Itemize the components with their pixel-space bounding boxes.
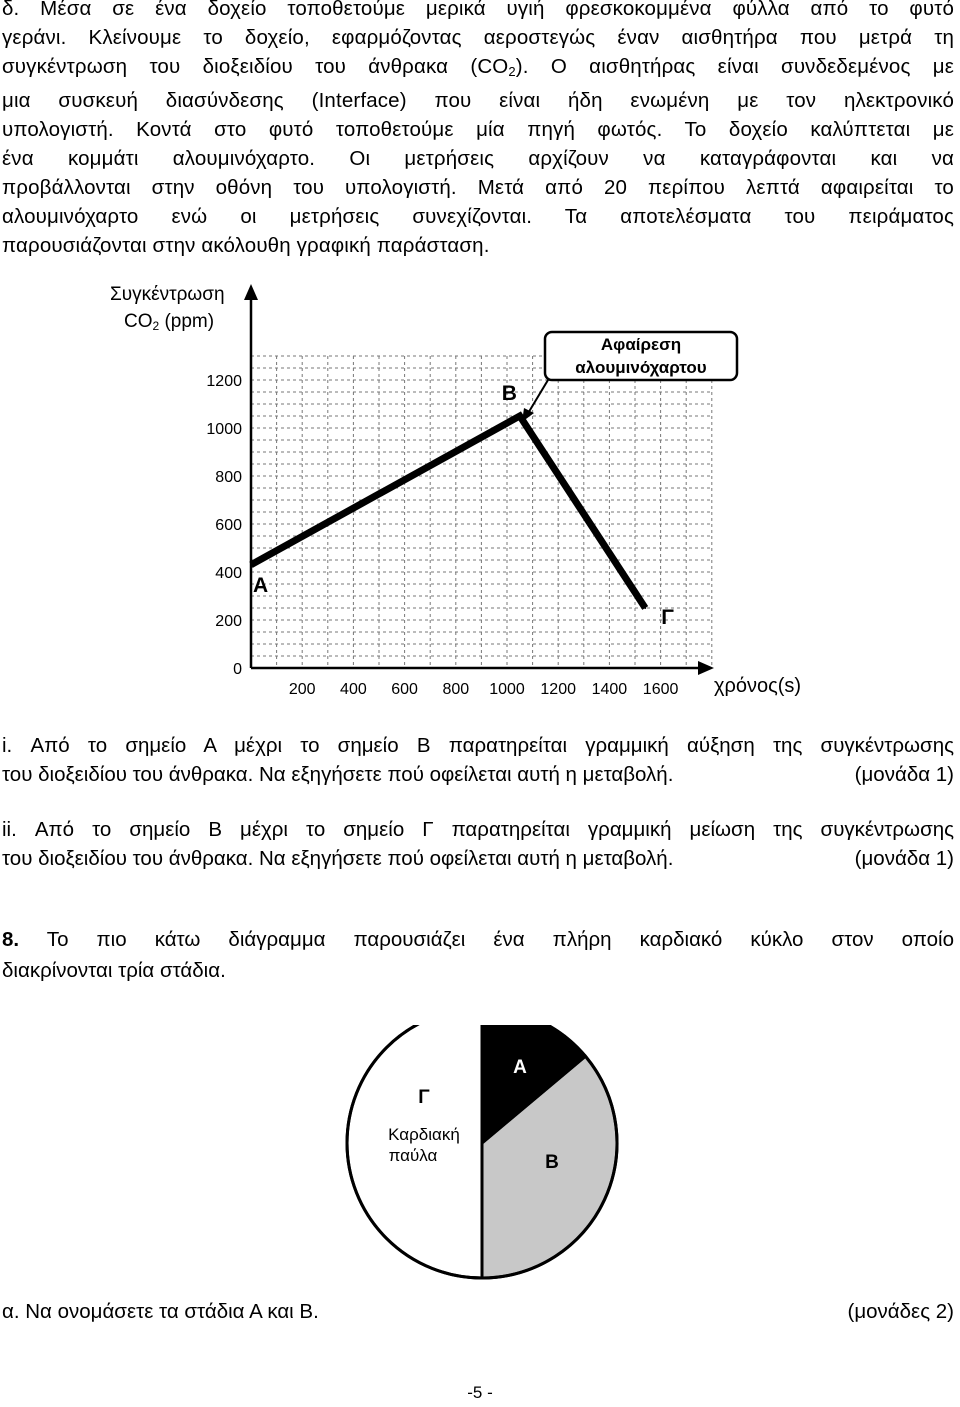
pie-label-g: Γ xyxy=(418,1087,430,1108)
question-i-text2: του διοξειδίου του άνθρακα. Να εξηγήσετε πού οφείλεται αυτή η μεταβολή. xyxy=(2,763,674,786)
intro-line-3-subscript: 2 xyxy=(508,64,516,79)
chart-series xyxy=(250,382,674,629)
y-tick-label: 0 xyxy=(233,661,242,678)
data-point xyxy=(250,564,252,566)
question-ii-text1: ii. Από το σημείο Β μέχρι το σημείο Γ παρατηρείται γραμμική μείωση της συγκέντρωσης xyxy=(2,818,954,841)
chart-grid xyxy=(251,356,712,668)
co2-series-line xyxy=(251,416,645,608)
co2-chart xyxy=(0,270,960,710)
data-point xyxy=(519,415,521,417)
y-tick-label: 400 xyxy=(215,565,242,582)
y-tick-label: 600 xyxy=(215,517,242,534)
question-a-points: (μονάδες 2) xyxy=(847,1300,954,1323)
annotation-line1: Αφαίρεση xyxy=(600,335,682,354)
x-tick-label: 1200 xyxy=(540,681,576,698)
data-point xyxy=(644,607,646,609)
x-tick-label: 1000 xyxy=(489,681,525,698)
x-tick-label: 800 xyxy=(442,681,470,698)
question-ii-line1 xyxy=(2,815,954,844)
pie-label-g-sub1: Καρδιακή xyxy=(388,1125,460,1144)
intro-line-2: γεράνι. Κλείνουμε το δοχείο, εφαρμόζοντας αεροστεγώς έναν αισθητήρα που μετρά τη xyxy=(2,26,954,49)
y-axis-arrow xyxy=(244,284,258,300)
y-tick-label: 200 xyxy=(215,613,242,630)
question-i-line1 xyxy=(2,731,954,760)
question-8-text2: διακρίνονται τρία στάδια. xyxy=(2,959,226,982)
point-label: Γ xyxy=(661,606,674,629)
x-tick-label: 1400 xyxy=(591,681,628,698)
pie-label-a: Α xyxy=(513,1057,527,1078)
point-label: Β xyxy=(501,382,517,405)
intro-line-3-start: συγκέντρωση του διοξειδίου του άνθρακα (CO xyxy=(2,55,509,78)
intro-line-1: δ. Μέσα σε ένα δοχείο τοποθετούμε μερικά υγιή φρεσκοκομμένα φύλλα από το φυτό xyxy=(2,0,954,20)
intro-line-4: μια συσκευή διασύνδεσης (Interface) που είναι ήδη ενωμένη με τον ηλεκτρονικό xyxy=(2,89,954,112)
y-tick-label: 800 xyxy=(215,469,242,486)
point-label: Α xyxy=(253,573,269,597)
annotation-line2: αλουμινόχαρτου xyxy=(575,358,707,377)
page-number: -5 - xyxy=(467,1383,493,1402)
x-tick-label: 200 xyxy=(288,681,316,698)
pie-label-g-sub2: παύλα xyxy=(388,1146,438,1165)
x-tick-label: 1600 xyxy=(642,681,679,698)
intro-line-8: αλουμινόχαρτο ενώ οι μετρήσεις συνεχίζονται. Τα αποτελέσματα του πειράματος xyxy=(2,205,954,228)
question-ii-text2: του διοξειδίου του άνθρακα. Να εξηγήσετε πού οφείλεται αυτή η μεταβολή. xyxy=(2,847,674,870)
y-axis-label-line1: Συγκέντρωση xyxy=(110,284,225,305)
y-tick-label: 1000 xyxy=(206,421,242,438)
intro-line-9: παρουσιάζονται στην ακόλουθη γραφική παράσταση. xyxy=(2,234,490,257)
intro-line-3 xyxy=(2,52,954,86)
question-i-text1: i. Από το σημείο Α μέχρι το σημείο Β παρατηρείται γραμμική αύξηση της συγκέντρωσης xyxy=(2,734,954,757)
x-axis-label: χρόνος(s) xyxy=(714,675,802,697)
question-a-text: α. Να ονομάσετε τα στάδια Α και Β. xyxy=(2,1300,319,1323)
intro-line-6: ένα κομμάτι αλουμινόχαρτο. Οι μετρήσεις αρχίζουν να καταγράφονται και να xyxy=(2,147,954,170)
intro-line-7: προβάλλονται στην οθόνη του υπολογιστή. Μετά από 20 περίπου λεπτά αφαιρείται το xyxy=(2,176,954,199)
cardiac-cycle-pie xyxy=(0,1025,960,1285)
annotation-arrow xyxy=(527,380,548,415)
question-8-line1 xyxy=(2,925,954,954)
intro-paragraph xyxy=(2,0,954,260)
annotation-box xyxy=(522,332,737,422)
x-tick-label: 400 xyxy=(340,681,367,698)
y-tick-label: 1200 xyxy=(206,373,242,390)
question-8-text1: Το πιο κάτω διάγραμμα παρουσιάζει ένα πλήρη καρδιακό κύκλο στον οποίο xyxy=(19,928,954,951)
pie-label-b: Β xyxy=(545,1152,559,1173)
question-i-points: (μονάδα 1) xyxy=(854,763,954,786)
intro-line-3-end: ). Ο αισθητήρας είναι συνδεδεμένος με xyxy=(515,55,954,78)
question-8-number: 8. xyxy=(2,928,20,951)
question-ii-points: (μονάδα 1) xyxy=(854,847,954,870)
x-tick-label: 600 xyxy=(391,681,418,698)
y-axis-label-line2: CO2 (ppm) xyxy=(124,311,215,333)
intro-line-5: υπολογιστή. Κοντά στο φυτό τοποθετούμε μία πηγή φωτός. Το δοχείο καλύπτεται με xyxy=(2,118,954,141)
